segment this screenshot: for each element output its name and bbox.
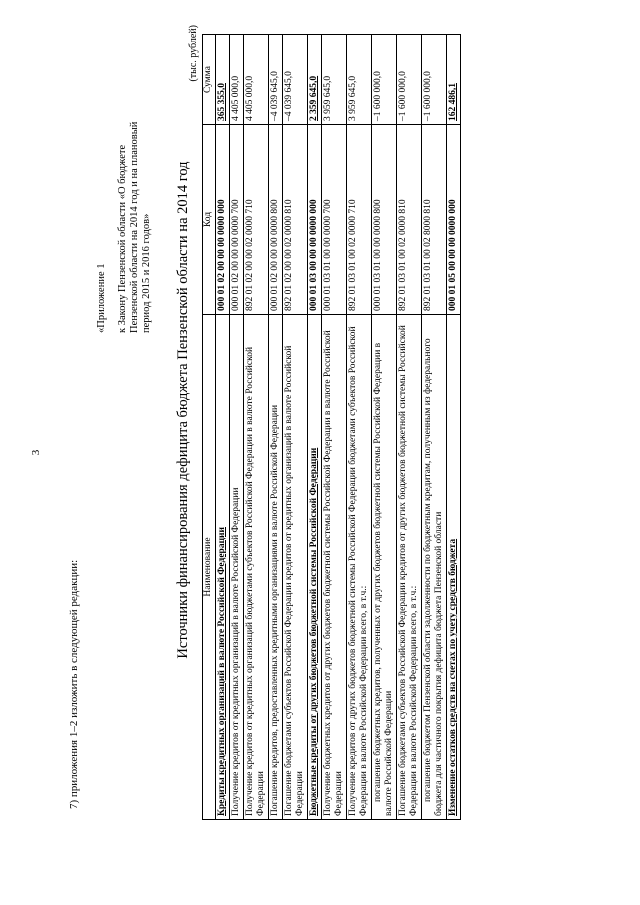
appendix-header bbox=[96, 118, 153, 333]
units-note: (тыс. рублей) bbox=[188, 25, 199, 82]
appendix-title: «Приложение 1 bbox=[96, 263, 107, 333]
row-code: 892 01 03 01 00 02 0000 710 bbox=[347, 125, 372, 315]
row-code: 000 01 02 00 00 00 0000 700 bbox=[230, 125, 244, 315]
row-code: 000 01 03 01 00 00 0000 800 bbox=[372, 125, 397, 315]
row-sum: –4 039 645,0 bbox=[283, 35, 308, 125]
row-name: Получение кредитов от кредитных организаций в валюте Российской Федерации bbox=[230, 315, 244, 820]
table-row bbox=[322, 35, 347, 820]
table-row bbox=[283, 35, 308, 820]
table-row bbox=[269, 35, 283, 820]
table-row bbox=[230, 35, 244, 820]
row-code: 892 01 03 01 00 02 8000 810 bbox=[422, 125, 447, 315]
table-row bbox=[397, 35, 422, 820]
row-name: Кредиты кредитных организаций в валюте Российской Федерации bbox=[216, 315, 230, 820]
row-sum: –1 600 000,0 bbox=[422, 35, 447, 125]
row-sum: 3 959 645,0 bbox=[322, 35, 347, 125]
row-name: Погашение бюджетами субъектов Российской Федерации кредитов от других бюджетов бюджетной системы Российской Федерации в валюте Российской Федерации всего, в т.ч.: bbox=[397, 315, 422, 820]
row-code: 892 01 02 00 00 02 0000 710 bbox=[244, 125, 269, 315]
row-name: Получение кредитов от других бюджетов бюджетной системы Российской Федерации бюджетами субъектов Российской Федерации в валюте Российской Федерации всего, в т.ч.: bbox=[347, 315, 372, 820]
row-name: Получение кредитов от кредитных организаций бюджетами субъектов Российской Федерации в валюте Российской Федерации bbox=[244, 315, 269, 820]
table-row bbox=[244, 35, 269, 820]
table-row bbox=[447, 35, 461, 820]
row-name: Бюджетные кредиты от других бюджетов бюджетной системы Российской Федерации bbox=[308, 315, 322, 820]
amendment-intro: 7) приложения 1–2 изложить в следующей редакции: bbox=[68, 559, 80, 809]
row-sum: –1 600 000,0 bbox=[397, 35, 422, 125]
row-name: Погашение бюджетами субъектов Российской Федерации кредитов от кредитных организаций в валюте Российской Федерации bbox=[283, 315, 308, 820]
table-row bbox=[308, 35, 322, 820]
table-body bbox=[216, 35, 461, 820]
row-name: погашение бюджетом Пензенской области задолженности по бюджетным кредитам, полученным из федерального бюджета для частичного покрытия дефицита бюджета Пензенской области bbox=[422, 315, 447, 820]
document-title: Источники финансирования дефицита бюджета Пензенской области на 2014 год bbox=[175, 161, 191, 659]
row-sum: –4 039 645,0 bbox=[269, 35, 283, 125]
table-header-row bbox=[203, 35, 216, 820]
row-name: погашение бюджетных кредитов, полученных от других бюджетов бюджетной системы Российской Федерации в валюте Российской Федерации bbox=[372, 315, 397, 820]
row-code: 892 01 02 00 00 02 0000 810 bbox=[283, 125, 308, 315]
column-header-name: Наименование bbox=[203, 315, 216, 820]
row-code: 000 01 05 00 00 00 0000 000 bbox=[447, 125, 461, 315]
row-code: 892 01 03 01 00 02 0000 810 bbox=[397, 125, 422, 315]
row-code: 000 01 02 00 00 00 0000 800 bbox=[269, 125, 283, 315]
column-header-sum: Сумма bbox=[203, 35, 216, 125]
row-code: 000 01 03 00 00 00 0000 000 bbox=[308, 125, 322, 315]
row-code: 000 01 03 01 00 00 0000 700 bbox=[322, 125, 347, 315]
row-sum: 4 405 000,0 bbox=[230, 35, 244, 125]
row-sum: 3 959 645,0 bbox=[347, 35, 372, 125]
table-row bbox=[216, 35, 230, 820]
table-row bbox=[347, 35, 372, 820]
row-sum: 2 359 645,0 bbox=[308, 35, 322, 125]
row-name: Изменение остатков средств на счетах по учету средств бюджета bbox=[447, 315, 461, 820]
appendix-subtitle: к Закону Пензенской области «О бюджете Пензенской области на 2014 год и на плановый период 2015 и 2016 годов» bbox=[117, 121, 152, 333]
row-sum: 365 355,0 bbox=[216, 35, 230, 125]
row-sum: 4 405 000,0 bbox=[244, 35, 269, 125]
row-sum: –1 600 000,0 bbox=[372, 35, 397, 125]
page-number: 3 bbox=[30, 449, 42, 456]
table-row bbox=[372, 35, 397, 820]
row-name: Получение бюджетных кредитов от других бюджетов бюджетной системы Российской Федерации в валюте Российской Федерации bbox=[322, 315, 347, 820]
row-sum: 162 486,1 bbox=[447, 35, 461, 125]
financing-sources-table bbox=[202, 34, 461, 820]
row-name: Погашение кредитов, предоставленных кредитными организациями в валюте Российской Федерации bbox=[269, 315, 283, 820]
column-header-code: Код bbox=[203, 125, 216, 315]
table-row bbox=[422, 35, 447, 820]
row-code: 000 01 02 00 00 00 0000 000 bbox=[216, 125, 230, 315]
